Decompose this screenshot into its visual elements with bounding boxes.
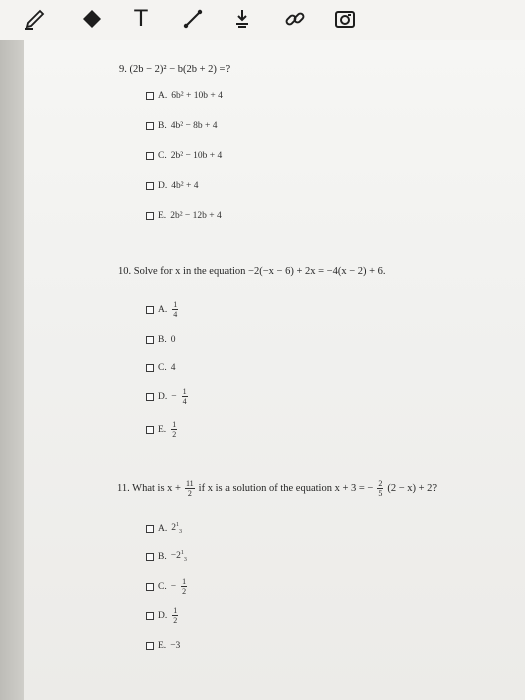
option-text: 4 (170, 363, 176, 373)
option-label: A. (158, 304, 168, 315)
numerator: 1 (182, 577, 187, 586)
mixed-number (171, 522, 182, 535)
checkbox[interactable] (146, 426, 154, 434)
q9-option-a[interactable] (146, 91, 223, 101)
option-text: 6b² + 10b + 4 (171, 91, 223, 101)
annotation-toolbar (0, 0, 525, 41)
fraction (172, 300, 178, 319)
pen-icon[interactable] (20, 4, 50, 34)
option-text: 0 (170, 335, 176, 345)
fraction (181, 577, 187, 596)
camera-icon[interactable] (330, 4, 360, 34)
numerator: 1 (176, 522, 179, 528)
checkbox[interactable] (146, 92, 154, 100)
q10-option-c[interactable] (146, 363, 175, 373)
line-icon[interactable] (178, 4, 208, 34)
checkbox[interactable] (146, 212, 154, 220)
option-sign: − (170, 581, 177, 592)
q11-option-b[interactable] (146, 550, 187, 563)
numerator: 1 (182, 387, 187, 396)
denominator: 2 (182, 587, 187, 596)
checkbox[interactable] (146, 122, 154, 130)
option-text: 2b² − 10b + 4 (170, 151, 223, 161)
numerator: 1 (180, 550, 184, 556)
q10-option-d[interactable] (146, 387, 189, 406)
denominator: 2 (172, 430, 177, 439)
text-icon[interactable] (126, 4, 156, 34)
option-label: E. (158, 211, 167, 221)
option-text: 4b² + 4 (171, 181, 199, 191)
checkbox[interactable] (146, 364, 154, 372)
q11-option-e[interactable] (146, 641, 180, 651)
text-tool-label: T (134, 6, 148, 32)
denominator: 5 (378, 489, 383, 498)
numerator: 11 (185, 479, 194, 488)
numerator: 1 (173, 606, 178, 615)
denominator: 2 (173, 616, 178, 625)
option-label: A. (158, 91, 168, 101)
option-label: D. (158, 391, 168, 402)
whole-part: 2 (171, 523, 176, 534)
q9-option-d[interactable] (146, 181, 198, 191)
denominator: 4 (182, 397, 187, 406)
q10-option-b[interactable] (146, 335, 175, 345)
option-label: D. (158, 181, 168, 191)
question-9-prompt: 9. (2b − 2)² − b(2b + 2) =? (119, 64, 231, 75)
checkbox[interactable] (146, 152, 154, 160)
option-label: A. (158, 523, 168, 534)
checkbox[interactable] (146, 306, 154, 314)
denominator: 2 (187, 489, 192, 498)
q10-option-a[interactable] (146, 300, 179, 319)
q9-option-e[interactable] (146, 211, 222, 221)
option-text: −3 (170, 641, 181, 651)
q11-option-a[interactable] (146, 522, 182, 535)
link-icon[interactable] (280, 4, 310, 34)
prompt-part: (2 − x) + 2? (387, 483, 438, 494)
option-text: 4b² − 8b + 4 (170, 121, 218, 131)
q11-option-c[interactable] (146, 577, 188, 596)
option-label: E. (158, 424, 167, 435)
q10-option-e[interactable] (146, 420, 178, 439)
q9-option-c[interactable] (146, 151, 222, 161)
prompt-part: if x is a solution of the equation x + 3 = − (198, 483, 374, 494)
option-label: D. (158, 610, 168, 621)
option-label: C. (158, 151, 167, 161)
denominator: 4 (173, 310, 178, 319)
checkbox[interactable] (146, 525, 154, 533)
mixed-number (171, 550, 187, 563)
checkbox[interactable] (146, 182, 154, 190)
fraction (172, 606, 178, 625)
option-label: B. (158, 121, 167, 131)
eraser-icon[interactable] (77, 4, 107, 34)
page-edge-shadow (0, 40, 24, 700)
option-label: B. (158, 335, 167, 345)
checkbox[interactable] (146, 642, 154, 650)
fraction (182, 387, 188, 406)
q9-option-b[interactable] (146, 121, 218, 131)
question-11-prompt (117, 479, 437, 498)
worksheet-page (24, 40, 525, 700)
stamp-icon[interactable] (227, 4, 257, 34)
checkbox[interactable] (146, 393, 154, 401)
checkbox[interactable] (146, 612, 154, 620)
whole-part: −2 (170, 551, 181, 562)
option-text: 2b² − 12b + 4 (170, 211, 222, 221)
checkbox[interactable] (146, 553, 154, 561)
denominator: 3 (179, 529, 182, 536)
q11-option-d[interactable] (146, 606, 179, 625)
question-10-prompt: 10. Solve for x in the equation −2(−x − 6) + 2x = −4(x − 2) + 6. (118, 266, 386, 277)
denominator: 3 (183, 557, 187, 564)
fraction (171, 420, 177, 439)
option-label: E. (158, 641, 167, 651)
checkbox[interactable] (146, 583, 154, 591)
fraction (185, 479, 195, 498)
numerator: 1 (172, 420, 177, 429)
numerator: 1 (173, 300, 178, 309)
numerator: 2 (378, 479, 383, 488)
option-label: B. (158, 551, 167, 562)
option-label: C. (158, 363, 167, 373)
fraction (377, 479, 383, 498)
prompt-part: 11. What is x + (117, 483, 181, 494)
checkbox[interactable] (146, 336, 154, 344)
option-label: C. (158, 581, 167, 592)
option-sign: − (171, 391, 177, 402)
